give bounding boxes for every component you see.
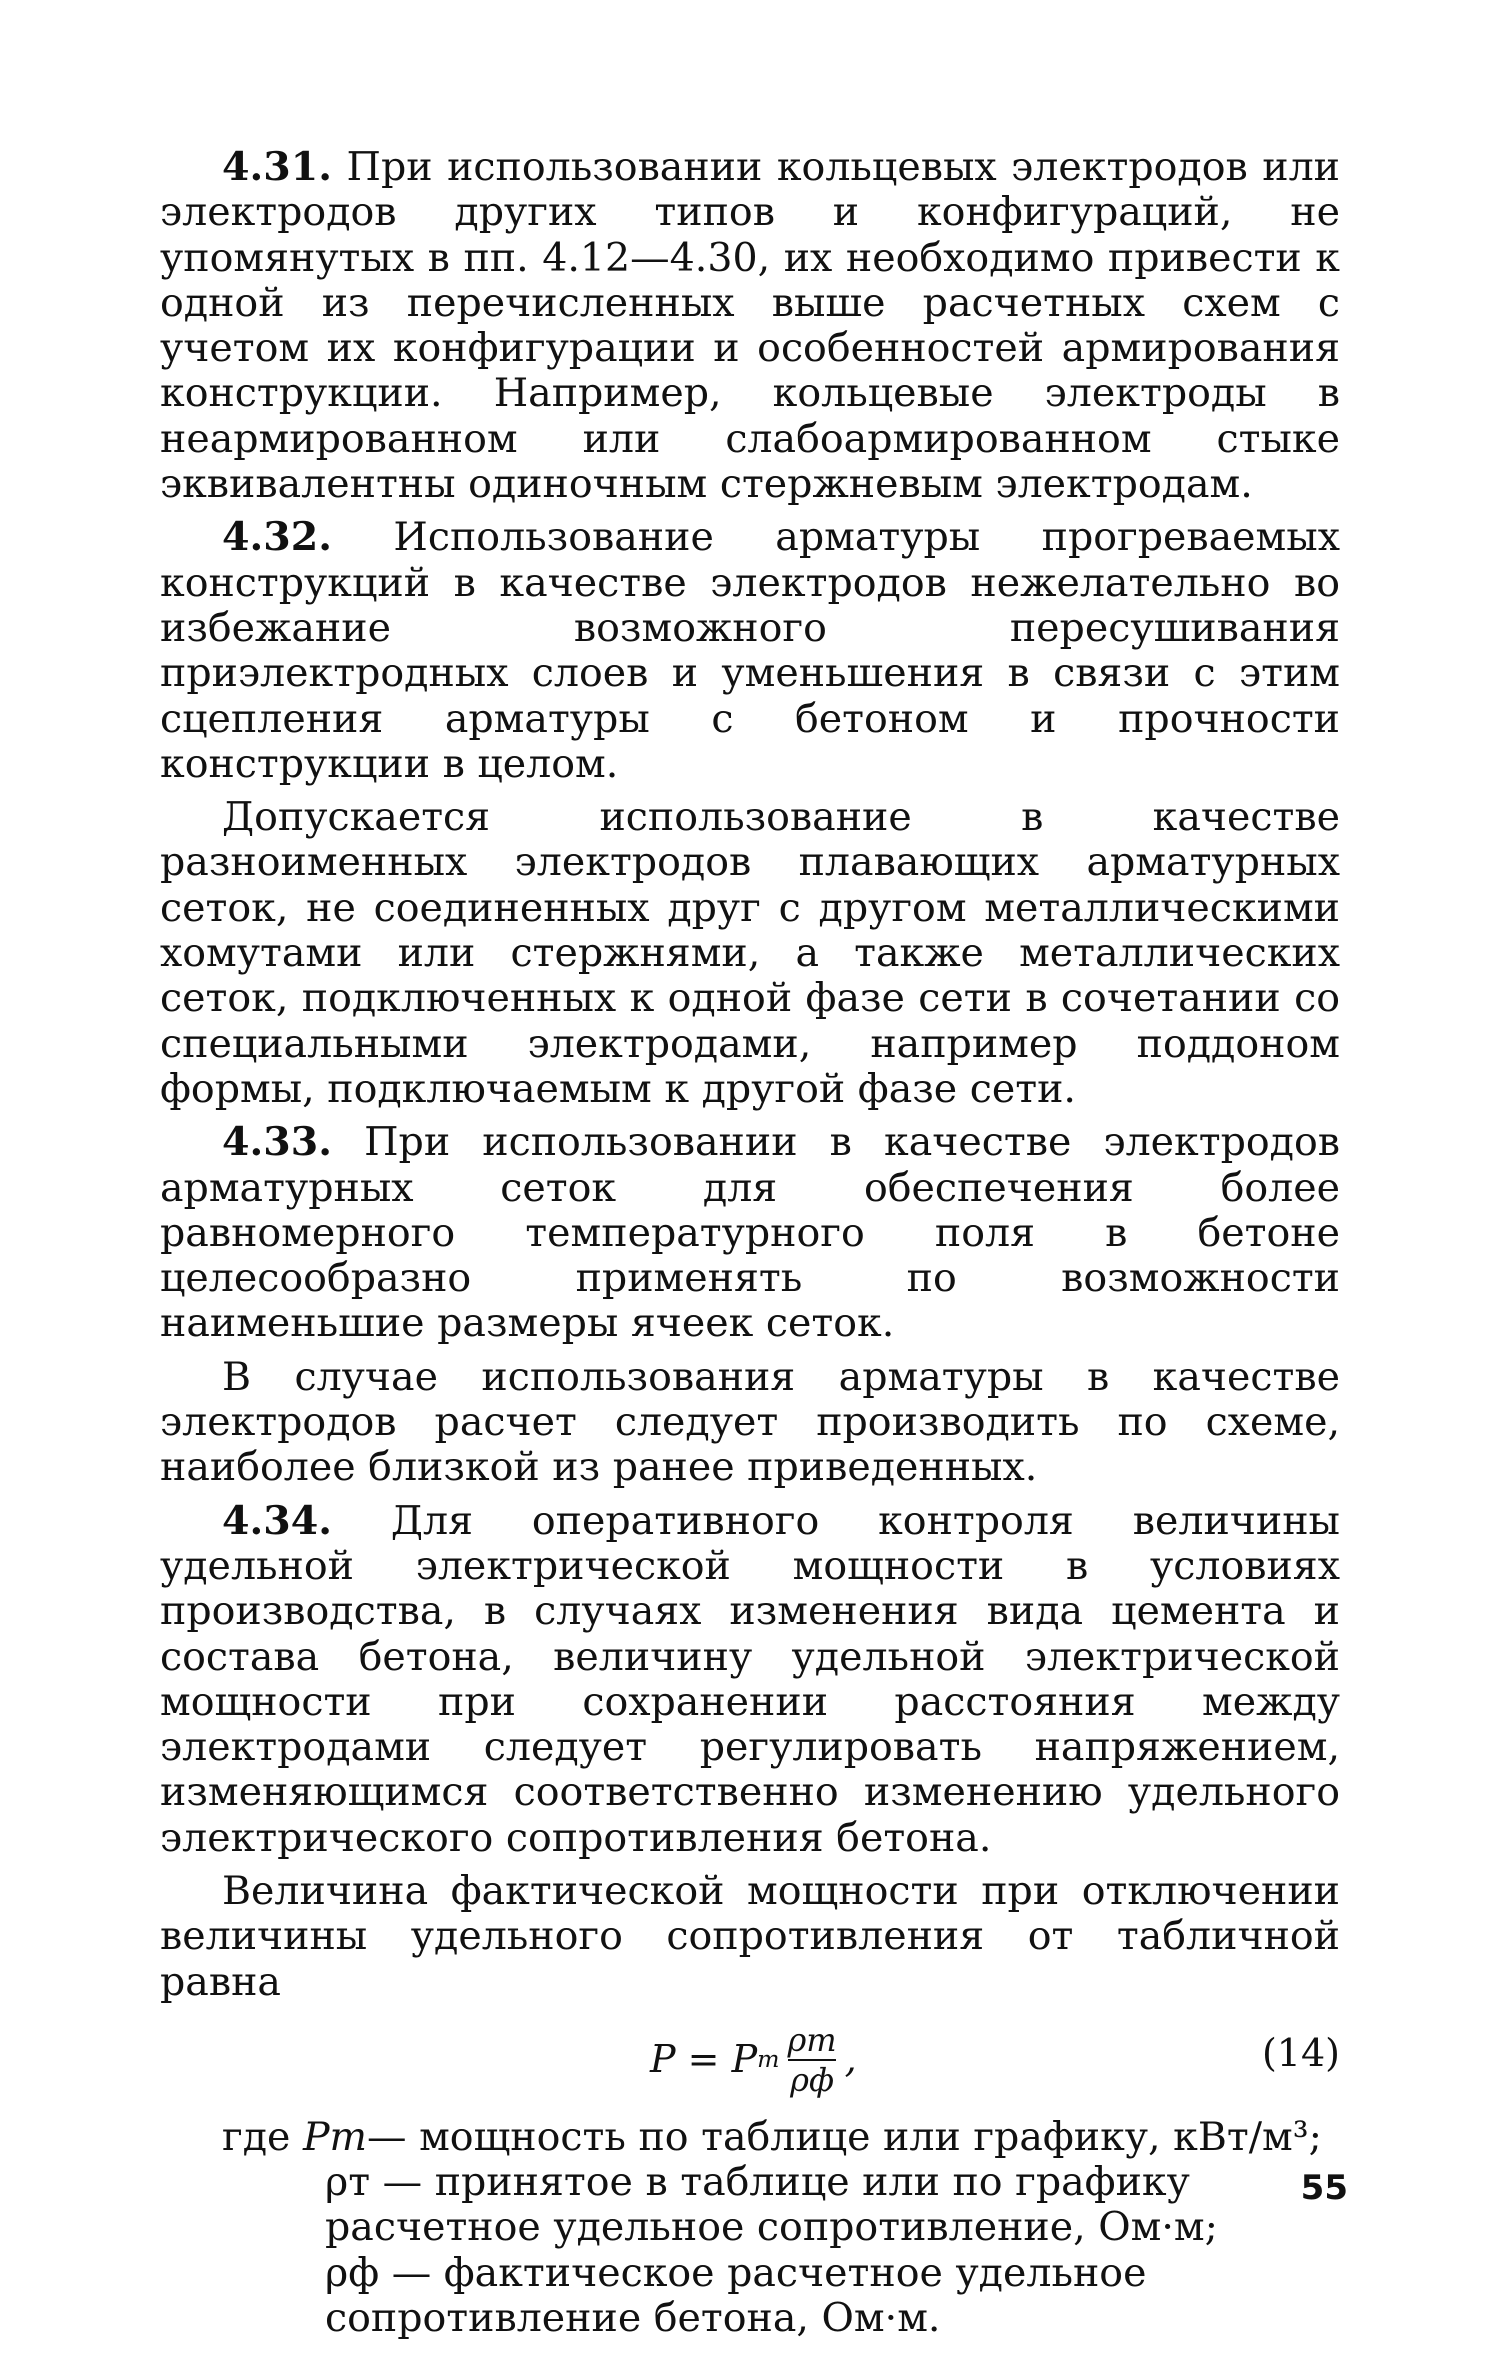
definition-block	[325, 2160, 1340, 2251]
paragraph-4-33-cont	[160, 1355, 1340, 1491]
document-page	[160, 145, 1340, 2341]
page-number: 55	[1300, 2168, 1348, 2208]
formula-14	[160, 2013, 1340, 2109]
clause-number: 4.34.	[222, 1497, 332, 1544]
paragraph-4-32	[160, 515, 1340, 787]
definition-row	[160, 2115, 1340, 2160]
paragraph-4-32-cont	[160, 795, 1340, 1112]
definition-symbol: Pт	[302, 2113, 368, 2160]
paragraph-4-33	[160, 1120, 1340, 1346]
formula-denominator: ρф	[790, 2060, 834, 2099]
definition-symbol: ρт	[325, 2159, 371, 2206]
formula-number: (14)	[1261, 2030, 1340, 2075]
definition-text: — фактическое расчетное удельное сопротивление бетона, Ом·м.	[325, 2249, 1147, 2342]
definition-row	[160, 2251, 1340, 2342]
where-definitions	[160, 2115, 1340, 2341]
formula-lhs-subscript: т	[757, 2045, 780, 2074]
definition-text: — мощность по таблице или графику, кВт/м³;	[367, 2113, 1322, 2160]
paragraph-text: При использовании в качестве электродов арматурных сеток для обеспечения более равномерного температурного поля в бетоне целесообразно применять по возможности наименьшие размеры ячеек сеток.	[160, 1119, 1340, 1347]
clause-number: 4.31.	[222, 144, 332, 190]
definition-text: — принятое в таблице или по графику расчетное удельное сопротивление, Ом·м;	[325, 2159, 1218, 2251]
definition-symbol: ρф	[325, 2249, 380, 2296]
paragraph-4-34-cont	[160, 1869, 1340, 2005]
paragraph-4-31	[160, 145, 1340, 507]
paragraph-text: Величина фактической мощности при отключении величины удельного сопротивления от табличной равна	[160, 1867, 1340, 2005]
paragraph-text: В случае использования арматуры в качестве электродов расчет следует производить по схеме, наиболее близкой из ранее приведенных.	[160, 1353, 1340, 1491]
formula-expression	[650, 2021, 857, 2099]
paragraph-text: Для оперативного контроля величины удельной электрической мощности в условиях производства, в случаях изменения вида цемента и состава бетона, величину удельной электрической мощности при сохранении расстояния между электродами следует регулировать напряжением, изменяющимся соответственно изменению удельного электрического сопротивления бетона.	[160, 1497, 1340, 1861]
clause-number: 4.32.	[222, 514, 332, 561]
clause-number: 4.33.	[222, 1119, 332, 1166]
formula-fraction	[787, 2021, 836, 2099]
paragraph-text: При использовании кольцевых электродов или электродов других типов и конфигураций, не упомянутых в пп. 4.12—4.30, их необходимо привести к одной из перечисленных выше расчетных схем с учетом их конфигурации и особенностей армирования конструкции. Например, кольцевые электроды в неармированном или слабоармированном стыке эквивалентны одиночным стержневым электродам.	[160, 144, 1340, 508]
definition-block	[325, 2251, 1340, 2342]
paragraph-text: Допускается использование в качестве разноименных электродов плавающих арматурных сеток, не соединенных друг с другом металлическими хомутами или стержнями, а также металлических сеток, подключенных к одной фазе сети в сочетании со специальными электродами, например поддоном формы, подключаемым к другой фазе сети.	[160, 794, 1340, 1112]
paragraph-text: Использование арматуры прогреваемых конструкций в качестве электродов нежелательно во избежание возможного пересушивания приэлектродных слоев и уменьшения в связи с этим сцепления арматуры с бетоном и прочности конструкции в целом.	[160, 514, 1340, 787]
formula-trail: ,	[844, 2037, 857, 2082]
where-lead: где	[222, 2113, 291, 2160]
formula-lhs: P = P	[650, 2037, 758, 2082]
definition-row	[160, 2160, 1340, 2251]
paragraph-4-34	[160, 1499, 1340, 1861]
formula-numerator: ρт	[787, 2020, 837, 2059]
